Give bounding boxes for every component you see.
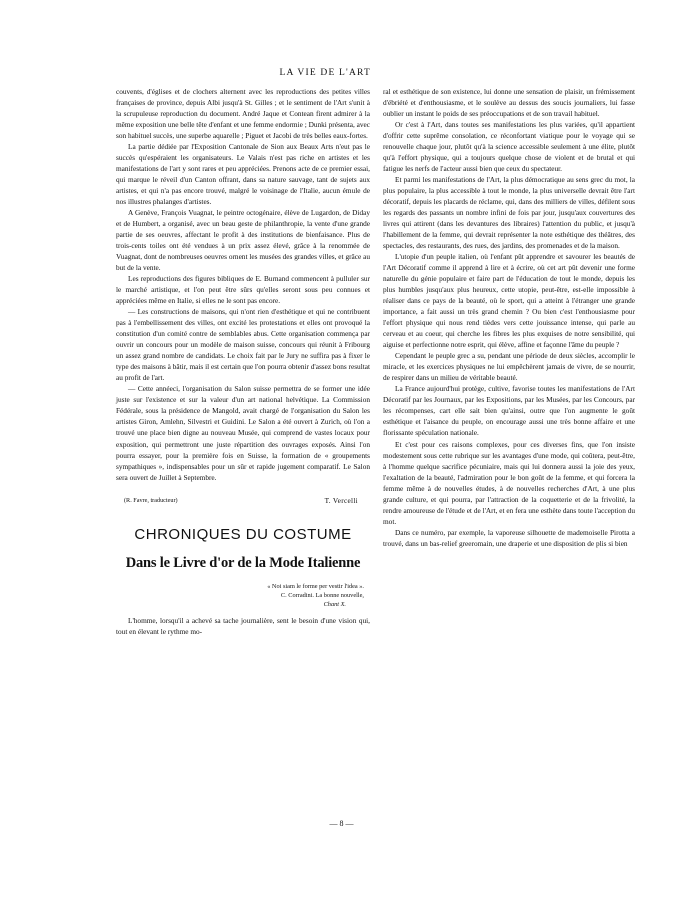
epigraph-quote: « Noi siam le forme per vestir l'idea ». bbox=[267, 582, 364, 590]
epigraph bbox=[116, 582, 370, 609]
right-paragraph-5: Cependant le peuple grec a su, pendant une période de deux siècles, accomplir le miracle, et les exercices physiques ne lui empêchèrent jamais de vivre, de se nourrir, de respirer dans un milieu de véritable beauté. bbox=[383, 351, 635, 383]
right-paragraph-8: Dans ce numéro, par exemple, la vaporeuse silhouette de mademoiselle Pirotta a trouvé, dans un bas-relief greeromain, une draperie et une disposition de plis si bien bbox=[383, 527, 635, 548]
right-paragraph-4: L'utopie d'un peuple italien, où l'enfant pût apprendre et savourer les beautés de l'Art Décoratif comme il apprend à lire et à écrire, où cet art pût devenir une forme naturelle du génie populaire et faire part de l'éducation de tout le monde, depuis les plus humbles jusqu'aux plus heureux, cette utopie, peut-être, est-elle impossible à réaliser dans ce pays de la beauté, où le sport, qui a atteint à l'étranger une grande importance, a fait aussi un très grand chemin ? Ou bien c'est l'enthousiasme pour l'effort physique qui nous rend tièdes vers cette jouissance intense, qui parle au cerveau et au coeur, qui cherche les fibres les plus exquises de notre sensibilité, qui aiguise et perfectionne notre esprit, qui élève, affine et façonne l'âme du peuple ? bbox=[383, 252, 635, 350]
right-paragraph-3: Et parmi les manifestations de l'Art, la plus démocratique au sens grec du mot, la plus populaire, la plus accessible à tout le monde, la plus universelle devrait être l'art décoratif, depuis les placards de réclame, qui, dans des milliers de villes, défilent sous les regards des passants un nombre infini de fois par jour, jusqu'aux couvertures des livres qui attirent (dans les devantures des libraires) l'attention du public, et jusqu'à l'habillement de la femme, qui devrait représenter la note esthétique des théâtres, des spectacles, des restaurants, des rues, des jardins, des promenades et de la maison. bbox=[383, 175, 635, 251]
article-signature bbox=[116, 495, 370, 506]
running-title: LA VIE DE L'ART bbox=[279, 68, 371, 78]
costume-paragraph-1: L'homme, lorsqu'il a achevé sa tache journalière, sent le besoin d'une vision qui, tout en élevant le rythme mo- bbox=[116, 615, 370, 636]
epigraph-source: C. Corradini. La bonne nouvelle, bbox=[280, 591, 364, 599]
left-paragraph-5: — Les constructions de maisons, qui n'ont rien d'esthétique et qui ne contribuent pas à l'embellissement des villes, ont excité les protestations et elles ont provoqué la constitution d'un comité contre de semblables abus. Cette organisation commença par ouvrir un concours pour un modèle de maison suisse, concours qui réunit à Fribourg un assez grand nombre de candidats. Le choix fait par le Jury ne suffira pas à fixer le type des maisons à bâtir, mais il est certain que l'on pourra obtenir d'assez bons resultat au profit de l'art. bbox=[116, 307, 371, 383]
costume-article-start bbox=[116, 615, 370, 637]
section-subtitle: Dans le Livre d'or de la Mode Italienne bbox=[125, 554, 361, 571]
left-paragraph-4: Les reproductions des figures bibliques de E. Burnand commencent à pulluler sur le marché artistique, et l'on peut être sûrs qu'elles seront sous peu connues et appréciées même en Italie, si elles ne le sont pas encore. bbox=[116, 274, 370, 306]
left-paragraph-3: A Genève, François Vuagnat, le peintre octogénaire, élève de Lugardon, de Diday et de Humbert, a organisé, avec un beau geste de philanthropie, la vente d'une grande partie de ses oeuvres, affectant le profit à des institutions de bienfaisance. Plus de trois-cents toiles ont été vendues à un prix assez élevé, grâce à la renommée de Vuagnat, dont de nombreuses oeuvres ornent les musées des grandes villes, et grâce au but de la vente. bbox=[116, 208, 370, 273]
author-name: T. Vercelli bbox=[324, 495, 358, 505]
right-paragraph-7: Et c'est pour ces raisons complexes, pour ces diverses fins, que l'on insiste modestement sous cette rubrique sur les avantages d'une mode, qui coûtera, peut-être, à l'homme quelque sacrifice pécuniaire, mais qui lui donnera aussi la joie des yeux, l'exaltation de la beauté, l'admiration pour le bon goût de la femme, et qui forcera la femme même à de nouvelles études, à de nouvelles recherches d'Art, à une plus grande culture, et qui pourra, par l'attraction de la coquetterie et de la frivolité, la rendre amoureuse de l'étude et de l'Art, et en fera une esthète dans toute l'acception du mot. bbox=[383, 439, 635, 526]
left-column bbox=[116, 86, 370, 637]
right-paragraph-2: Or c'est à l'Art, dans toutes ses manifestations les plus variées, qu'il appartient d'offrir cette suprême consolation, ce réconfortant viatique pour le voyage qui se renouvelle chaque jour, plutôt qu'à la science accessible seulement à une élite, plutôt qu'à l'effort physique, qui a toujours quelque chose de violent et de brutal et qui fatigue les nerfs de l'acteur aussi bien que ceux du spectateur. bbox=[383, 120, 635, 174]
page-number: — 8 — bbox=[329, 819, 354, 828]
section-title: CHRONIQUES DU COSTUME bbox=[134, 525, 352, 543]
right-column bbox=[383, 86, 635, 549]
left-paragraph-1: couvents, d'églises et de clochers alternent avec les reproductions des petites villes françaises de province, depuis Albi jusqu'à St. Gilles ; et le sentiment de l'Art s'unit à la scrupuleuse reproduction du document. André Jaque et Contean firent admirer à la même exposition une belle tête d'enfant et une femme endormie ; Dunki présenta, avec son habituel succès, une superbe aquarelle ; Piguet et Jacobi de très belles eaux-fortes. bbox=[116, 87, 370, 141]
right-paragraph-1: ral et esthétique de son existence, lui donne une sensation de plaisir, un frémissement d'ébriété et d'enthousiasme, et le soulève au dessus des soucis journaliers, lui fasse oublier un instant le poids de ses préoccupations et de son travail habituel. bbox=[383, 87, 635, 119]
left-paragraph-6: — Cette annéeci, l'organisation du Salon suisse permettra de se former une idée juste sur l'existence et sur la valeur d'un art national helvétique. La Commission Fédérale, sous la présidence de Mangold, avait chargé de l'organisation du Salon les artistes Giron, Amlehn, Silvestri et Guidini. Le Salon a été ouvert à Zurich, où l'on a trouvé une place bien digne au nouveau Musée, qui comprend de vastes locaux pour exposition, qui permettront une juste répartition des ouvrages exposés. Ainsi l'on pourra essayer, pour la première fois en Suisse, la formation de « groupements sympathiques », indispensables pour un sûr et rapide jugement comparatif. Le Salon sera ouvert de Juillet à Septembre. bbox=[116, 384, 370, 482]
left-paragraph-2: La partie dédiée par l'Exposition Cantonale de Sion aux Beaux Arts n'eut pas le succès qu'espéraient les organisateurs. Le Valais n'est pas riche en artistes et les manifestations de l'art y sont rares et peu appréciées. Prenons acte de ce premier essai, qui marque le réveil d'un Canton offrant, dans sa nature sauvage, tant de sujets aux artistes, et qui n'a pas encore trouvé, malgré le voisinage de l'Italie, aucun émule de nos illustres phalanges d'artistes. bbox=[116, 142, 370, 207]
epigraph-chant: Chant X. bbox=[323, 600, 346, 608]
running-header bbox=[0, 62, 683, 80]
translator-credit: (R. Favre, traducteur) bbox=[124, 496, 178, 504]
right-paragraph-6: La France aujourd'hui protège, cultive, favorise toutes les manifestations de l'Art Décoratif par les Journaux, par les Expositions, par les Musées, par les Concours, par les récompenses, cart elle sait bien qu'ainsi, outre que l'on augmente le goût esthétique et l'aisance du peuple, on encourage aussi une très bonne affaire et une florissante spéculation nationale. bbox=[383, 384, 635, 438]
